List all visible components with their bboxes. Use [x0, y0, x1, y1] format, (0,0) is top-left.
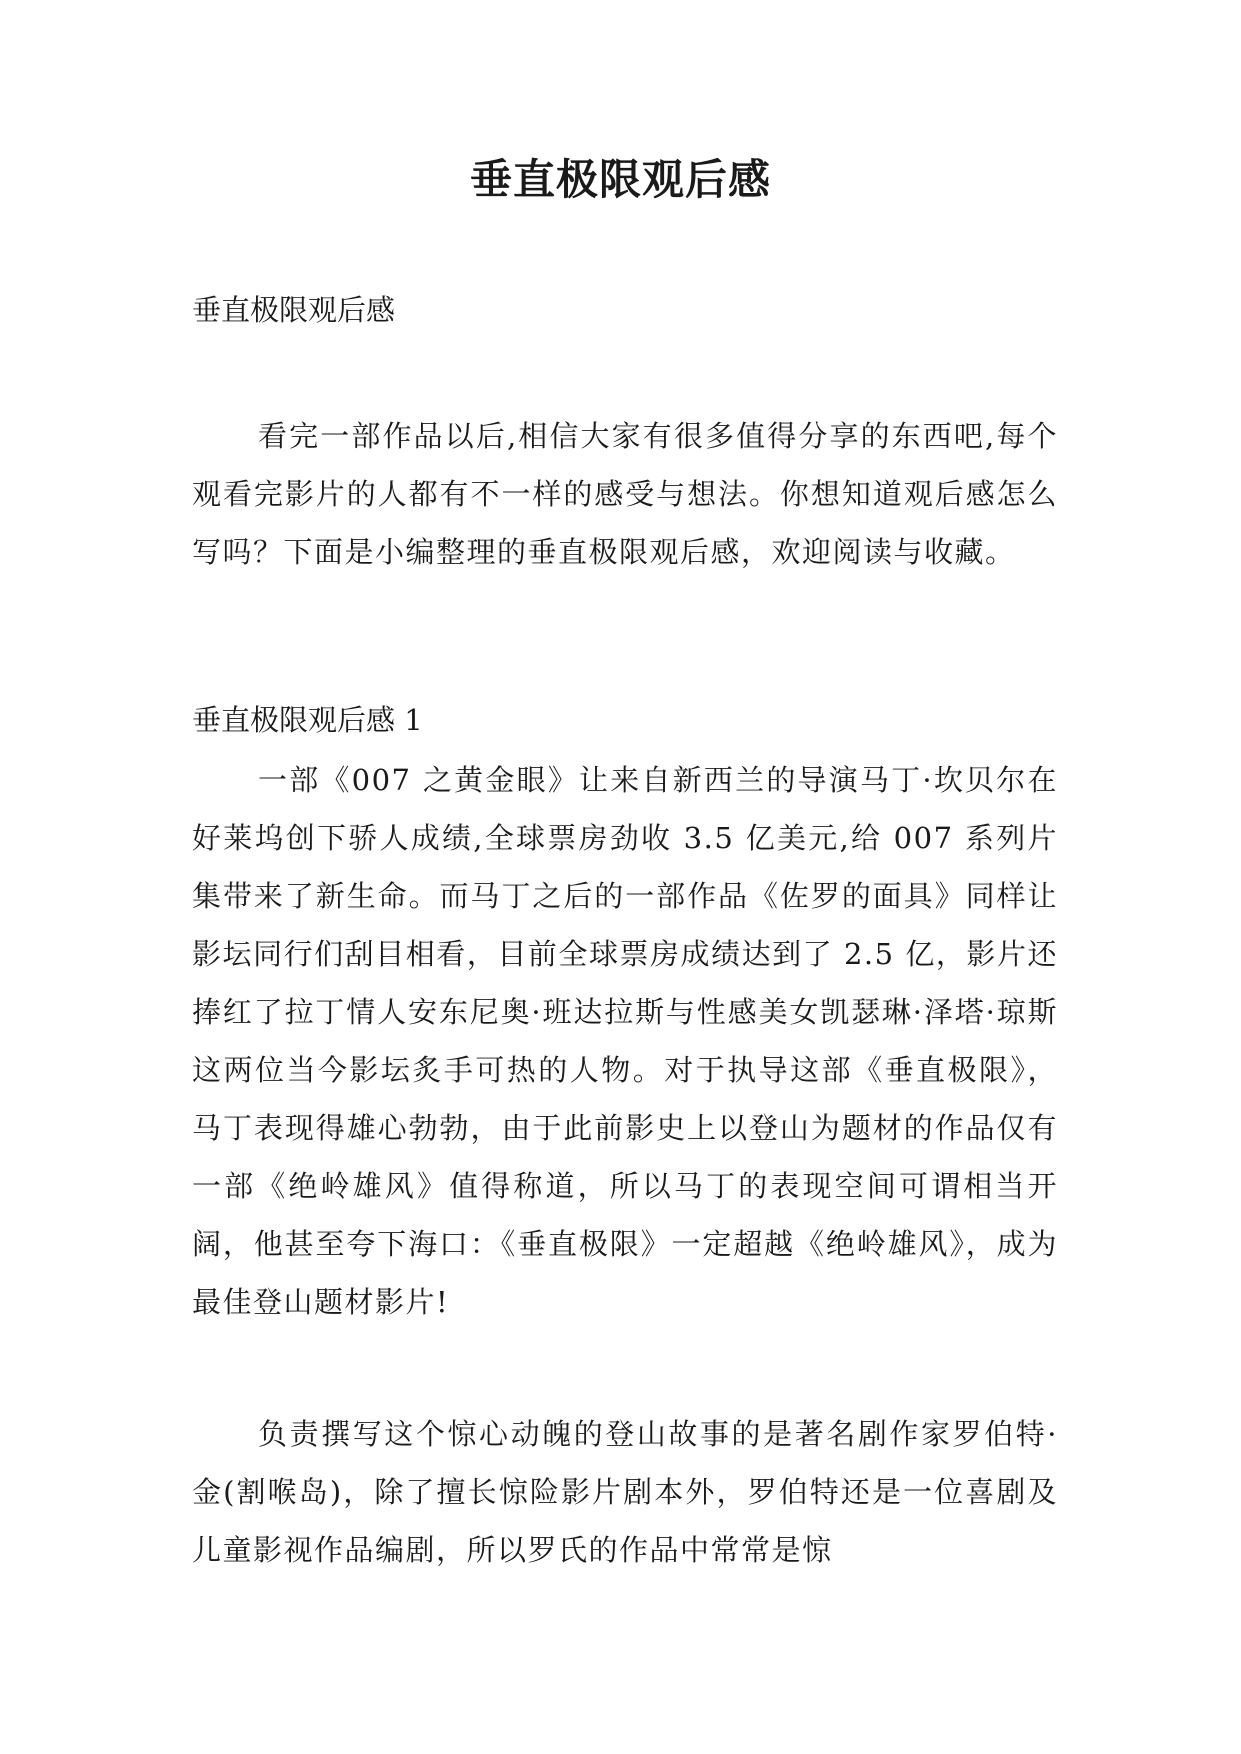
document-title: 垂直极限观后感	[469, 155, 771, 204]
body-paragraph-2: 负责撰写这个惊心动魄的登山故事的是著名剧作家罗伯特·金(割喉岛)，除了擅长惊险影片剧本外，罗伯特还是一位喜剧及儿童影视作品编剧，所以罗氏的作品中常常是惊	[192, 1417, 1058, 1567]
document-subtitle: 垂直极限观后感	[192, 293, 396, 327]
intro-paragraph: 看完一部作品以后,相信大家有很多值得分享的东西吧,每个观看完影片的人都有不一样的感受与想法。你想知道观后感怎么写吗？下面是小编整理的垂直极限观后感，欢迎阅读与收藏。	[192, 419, 1058, 569]
section-heading-1: 垂直极限观后感 1	[192, 703, 423, 737]
body-paragraph-1: 一部《007 之黄金眼》让来自新西兰的导演马丁·坎贝尔在好莱坞创下骄人成绩,全球票房劲收 3.5 亿美元,给 007 系列片集带来了新生命。而马丁之后的一部作品《佐罗的面具》同样让影坛同行们刮目相看，目前全球票房成绩达到了 2.5 亿，影片还捧红了拉丁情人安东尼奥·班达拉斯与性感美女凯瑟琳·泽塔·琼斯这两位当今影坛炙手可热的人物。对于执导这部《垂直极限》，马丁表现得雄心勃勃，由于此前影史上以登山为题材的作品仅有一部《绝岭雄风》值得称道，所以马丁的表现空间可谓相当开阔，他甚至夸下海口：《垂直极限》一定超越《绝岭雄风》，成为最佳登山题材影片!	[192, 763, 1058, 1319]
